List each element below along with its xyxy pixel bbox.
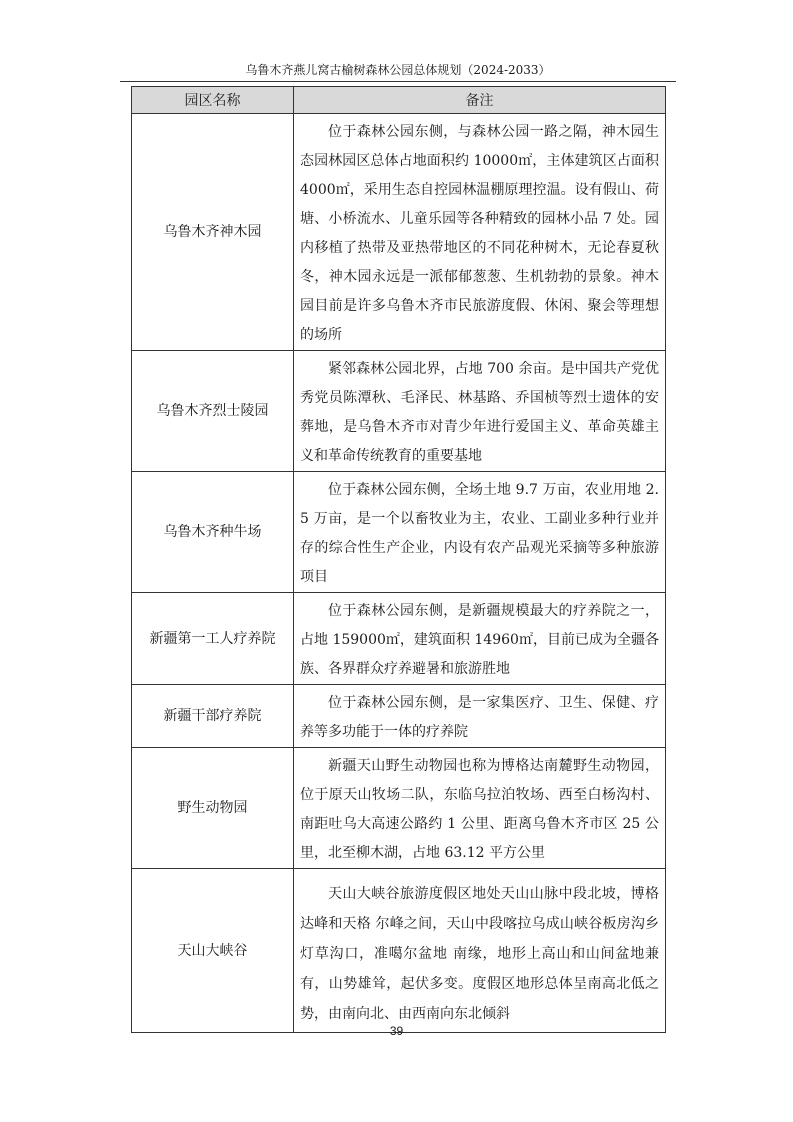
row-note: 紧邻森林公园北界，占地 700 余亩。是中国共产党优秀党员陈潭秋、毛泽民、林基路、乔国桢等烈士遗体的安葬地，是乌鲁木齐市对青少年进行爱国主义、革命英雄主义和革命传统教育的重要基地	[294, 351, 666, 472]
table-row	[132, 869, 666, 1033]
page-number: 39	[389, 1024, 404, 1038]
column-header-note: 备注	[294, 87, 666, 114]
table-row	[132, 593, 666, 685]
table-row	[132, 351, 666, 472]
row-name: 乌鲁木齐神木园	[132, 114, 294, 351]
row-name: 野生动物园	[132, 748, 294, 869]
table-header-row	[132, 87, 666, 114]
table-row	[132, 114, 666, 351]
row-note: 新疆天山野生动物园也称为博格达南麓野生动物园，位于原天山牧场二队，东临乌拉泊牧场、西至白杨沟村、南距吐乌大高速公路约 1 公里、距离乌鲁木齐市区 25 公里，北至柳木湖，占地 63.12 平方公里	[294, 748, 666, 869]
row-name: 乌鲁木齐烈士陵园	[132, 351, 294, 472]
row-name: 天山大峡谷	[132, 869, 294, 1033]
row-note: 位于森林公园东侧，是新疆规模最大的疗养院之一，占地 159000㎡，建筑面积 14960㎡，目前已成为全疆各族、各界群众疗养避暑和旅游胜地	[294, 593, 666, 685]
header-rule	[120, 81, 676, 82]
table-row	[132, 685, 666, 748]
page-header: 乌鲁木齐燕儿窝古榆树森林公园总体规划（2024-2033）	[245, 63, 551, 77]
row-name: 新疆第一工人疗养院	[132, 593, 294, 685]
row-note: 位于森林公园东侧，全场土地 9.7 万亩，农业用地 2.5 万亩，是一个以畜牧业为主，农业、工副业多种行业并存的综合性生产企业，内设有农产品观光采摘等多种旅游项目	[294, 472, 666, 593]
table-row	[132, 748, 666, 869]
row-note: 位于森林公园东侧，与森林公园一路之隔，神木园生态园林园区总体占地面积约 10000㎡，主体建筑区占面积 4000㎡，采用生态自控园林温棚原理控温。设有假山、荷塘、小桥流水、儿童乐园等各种精致的园林小品 7 处。园内移植了热带及亚热带地区的不同花种树木，无论春夏秋冬，神木园永远是一派郁郁葱葱、生机勃勃的景象。神木园目前是许多乌鲁木齐市民旅游度假、休闲、聚会等理想的场所	[294, 114, 666, 351]
column-header-name: 园区名称	[132, 87, 294, 114]
row-name: 新疆干部疗养院	[132, 685, 294, 748]
row-name: 乌鲁木齐种牛场	[132, 472, 294, 593]
park-table	[131, 86, 666, 1033]
row-note: 天山大峡谷旅游度假区地处天山山脉中段北坡，博格达峰和天格 尔峰之间，天山中段喀拉乌成山峡谷板房沟乡灯草沟口，准噶尔盆地 南缘，地形上高山和山间盆地兼有，山势雄耸，起伏多变。度假区地形总体呈南高北低之势，由南向北、由西南向东北倾斜	[294, 869, 666, 1033]
table-row	[132, 472, 666, 593]
row-note: 位于森林公园东侧，是一家集医疗、卫生、保健、疗养等多功能于一体的疗养院	[294, 685, 666, 748]
